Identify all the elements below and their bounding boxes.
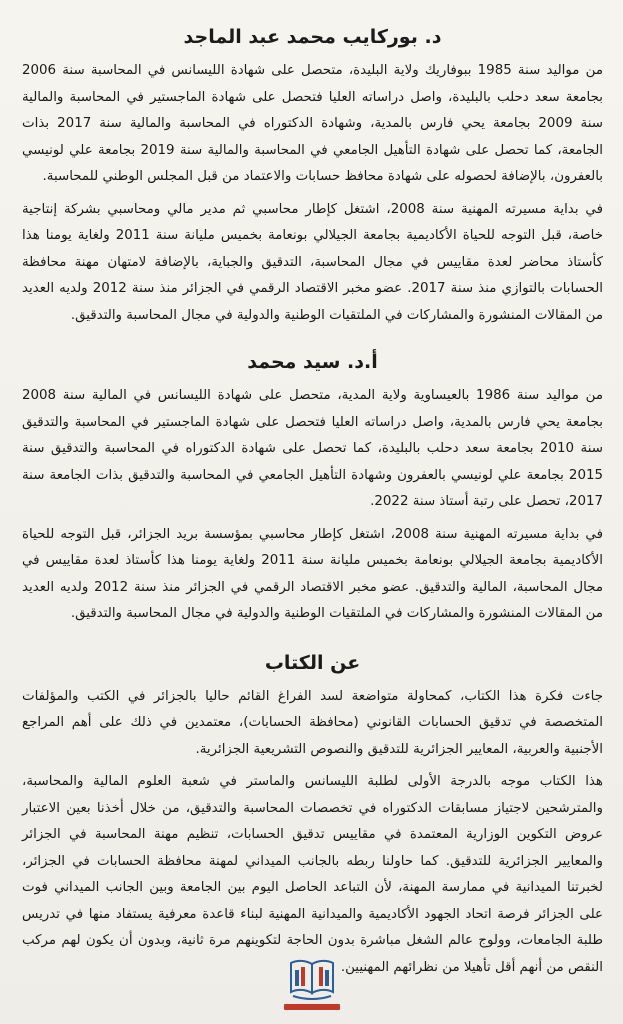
author1-bio-paragraph: من مواليد سنة 1985 ببوفاريك ولاية البليدة، متحصل على شهادة الليسانس في المحاسبة سنة 2006 بجامعة سعد دحلب بالبليدة، واصل دراساته العليا فتحصل على شهادة الماجستير في المحاسبة والمالية سنة 2009 بجامعة يحي فارس بالمدية، وشهادة الدكتوراه في المحاسبة والمالية سنة 2017 بذات الجامعة، كما تحصل على شهادة التأهيل الجامعي في المحاسبة والمالية سنة 2019 بجامعة علي لونيسي بالعفرون، بالإضافة لحصوله على شهادة محافظ حسابات والاعتماد من قبل المجلس الوطني للمحاسبة. [22, 63, 603, 184]
about-book-title: عن الكتاب [264, 651, 361, 674]
author1-section [22, 26, 603, 329]
author2-bio-paragraph: من مواليد سنة 1986 بالعيساوية ولاية المدية، متحصل على شهادة الليسانس في المالية سنة 2008 بجامعة يحي فارس بالمدية، واصل دراساته العليا فتحصل على شهادة الماجستير في المحاسبة والتدقيق سنة 2010 بجامعة سعد دحلب بالبليدة، كما تحصل على شهادة الدكتوراه في المحاسبة والتدقيق سنة 2015 بجامعة علي لونيسي بالعفرون وشهادة التأهيل الجامعي في المحاسبة والتدقيق بذات الجامعة سنة 2017، تحصل على رتبة أستاذ سنة 2022. [22, 388, 603, 509]
about-book-section [22, 652, 603, 982]
author1-career-paragraph: في بداية مسيرته المهنية سنة 2008، اشتغل كإطار محاسبي ثم مدير مالي ومحاسبي بشركة إنتاجية خاصة، قبل التوجه للحياة الأكاديمية بجامعة الجيلالي بونعامة بخميس مليانة سنة 2011 ولغاية يومنا هذا كأستاذ محاضر لعدة مقاييس في مجال المحاسبة، التدقيق والجباية، بالإضافة لامتهان مهنة محافظة الحسابات بالتوازي منذ سنة 2017. عضو مخبر الاقتصاد الرقمي في الجزائر منذ سنة 2012 ولديه العديد من المقالات المنشورة والمشاركات في الملتقيات الوطنية والدولية في مجال المحاسبة والتدقيق. [22, 201, 603, 323]
author1-title: د. بوركايب محمد عبد الماجد [183, 26, 442, 48]
publisher-logo-bar [284, 1004, 340, 1010]
book-logo-icon [287, 958, 337, 1002]
author2-section [22, 351, 603, 628]
author2-career-paragraph: في بداية مسيرته المهنية سنة 2008، اشتغل كإطار محاسبي بمؤسسة بريد الجزائر، قبل التوجه للحياة الأكاديمية بجامعة الجيلالي بونعامة بخميس مليانة سنة 2011 ولغاية يومنا هذا كأستاذ لعدة مقاييس في مجال المحاسبة، المالية والتدقيق. عضو مخبر الاقتصاد الرقمي في الجزائر منذ سنة 2012 ولديه العديد من المقالات المنشورة والمشاركات في الملتقيات الوطنية والدولية في مجال المحاسبة والتدقيق. [22, 526, 604, 621]
publisher-logo [280, 958, 344, 1018]
author2-title: أ.د. سيد محمد [247, 351, 378, 373]
about-book-paragraph-2: هذا الكتاب موجه بالدرجة الأولى لطلبة الليسانس والماستر في شعبة العلوم المالية والمحاسبة، والمترشحين لاجتياز مسابقات الدكتوراه في تخصصات المحاسبة والتدقيق، من خلال أخذنا بعين الاعتبار عروض التكوين الوزارية المعتمدة في مقاييس تدقيق الحسابات، تنظيم مهنة المحاسبة في الجزائر والمعايير الجزائرية للتدقيق. كما حاولنا ربطه بالجانب الميداني لمهنة محافظة الحسابات في الجزائر، لخبرتنا الميدانية في ممارسة المهنة، لأن التباعد الحاصل اليوم بين الجامعة وبين الجانب الميداني فوت على الجزائر فرصة اتحاد الجهود الأكاديمية والميدانية المهنية لبناء قاعدة معرفية يستفاد منها في تدريس طلبة الجامعات، وولوج عالم الشغل مباشرة بدون الحاجة لتكوينهم مرة ثانية، وبدون أن يكون لهم مركب النقص من أنهم أقل تأهيلا من نظرائهم المهنيين. [22, 774, 603, 975]
about-book-paragraph-1: جاءت فكرة هذا الكتاب، كمحاولة متواضعة لسد الفراغ القائم حاليا بالجزائر في الكتب والمؤلفات المتخصصة في تدقيق الحسابات القانوني (محافظة الحسابات)، معتمدين في ذلك على أهم المراجع الأجنبية والعربية، المعايير الجزائرية للتدقيق والنصوص التشريعية الجزائرية. [22, 688, 603, 757]
